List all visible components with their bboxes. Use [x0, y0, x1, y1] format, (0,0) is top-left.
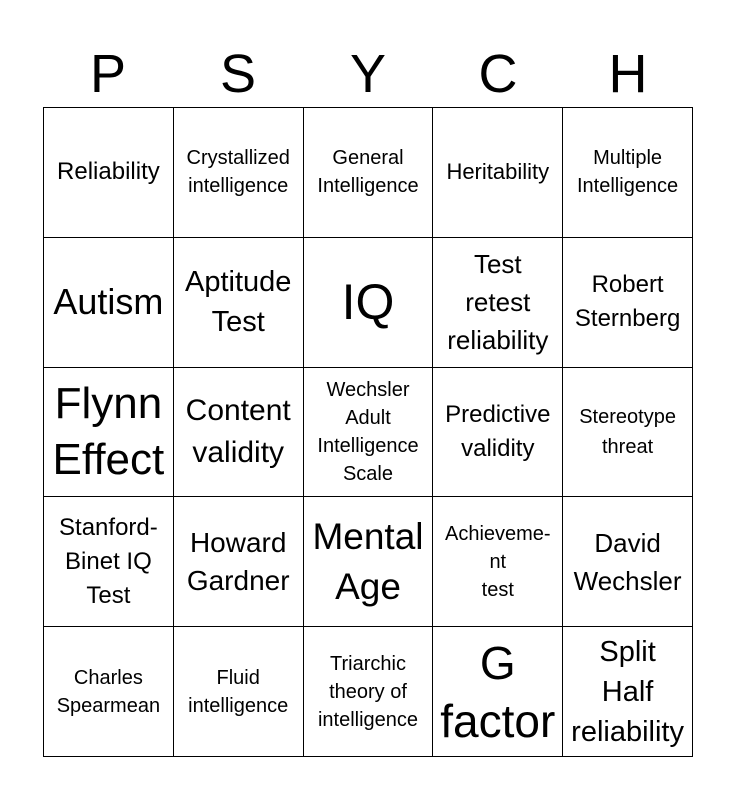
cell-text: Mental Age — [312, 515, 424, 607]
bingo-cell[interactable] — [563, 368, 693, 498]
cell-text: General Intelligence — [317, 147, 419, 198]
cell-text: Content validity — [185, 393, 291, 469]
cell-text: Achieveme- nt test — [444, 522, 551, 601]
cell-text: Reliability — [57, 158, 160, 186]
bingo-cell[interactable] — [44, 238, 174, 368]
header-letter-c: C — [478, 44, 518, 104]
bingo-cell[interactable] — [304, 368, 434, 498]
bingo-cell[interactable] — [433, 368, 563, 498]
bingo-cell[interactable] — [44, 368, 174, 498]
cell-text: Triarchic theory of intelligence — [317, 652, 419, 731]
bingo-cell[interactable] — [174, 368, 304, 498]
bingo-cell[interactable] — [174, 238, 304, 368]
header-letter-s: S — [219, 44, 257, 104]
bingo-cell[interactable] — [174, 497, 304, 627]
cell-text: Fluid intelligence — [188, 666, 289, 717]
bingo-cell[interactable] — [44, 108, 174, 238]
bingo-cell[interactable] — [563, 108, 693, 238]
cell-text: Heritability — [446, 159, 550, 185]
bingo-cell[interactable] — [44, 627, 174, 757]
bingo-cell[interactable] — [304, 627, 434, 757]
cell-text: G factor — [440, 636, 556, 747]
cell-text: Charles Spearmean — [56, 666, 161, 717]
bingo-cell[interactable] — [304, 108, 434, 238]
cell-text: IQ — [341, 274, 395, 331]
cell-text: Robert Sternberg — [574, 271, 681, 333]
bingo-cell[interactable] — [563, 238, 693, 368]
header-letter-y: Y — [349, 44, 387, 104]
cell-text: Multiple Intelligence — [577, 147, 679, 198]
cell-text: Stanford- Binet IQ Test — [59, 513, 158, 609]
cell-text: Split Half reliability — [571, 635, 684, 748]
bingo-cell[interactable] — [44, 497, 174, 627]
cell-text: Crystallized intelligence — [186, 147, 290, 198]
cell-text: Predictive validity — [445, 400, 551, 462]
bingo-cell[interactable] — [563, 497, 693, 627]
bingo-cell[interactable] — [433, 108, 563, 238]
cell-text: Autism — [53, 281, 164, 323]
bingo-cell[interactable] — [174, 627, 304, 757]
cell-text: Wechsler Adult Intelligence Scale — [317, 378, 419, 485]
bingo-cell[interactable] — [563, 627, 693, 757]
cell-text: Aptitude Test — [184, 266, 292, 339]
bingo-cell[interactable] — [433, 238, 563, 368]
cell-text: Howard Gardner — [186, 526, 290, 596]
header-letter-p: P — [89, 44, 127, 104]
cell-text: Test retest reliability — [447, 249, 549, 356]
header-letter-h: H — [608, 44, 648, 104]
bingo-cell[interactable] — [304, 497, 434, 627]
bingo-cell[interactable] — [433, 497, 563, 627]
bingo-cell[interactable] — [174, 108, 304, 238]
cell-text: David Wechsler — [573, 527, 682, 596]
bingo-grid — [43, 107, 693, 757]
cell-text: Flynn Effect — [52, 378, 165, 484]
bingo-cell[interactable] — [304, 238, 434, 368]
cell-text: Stereotype threat — [579, 405, 676, 458]
bingo-header — [43, 40, 693, 108]
bingo-cell[interactable] — [433, 627, 563, 757]
